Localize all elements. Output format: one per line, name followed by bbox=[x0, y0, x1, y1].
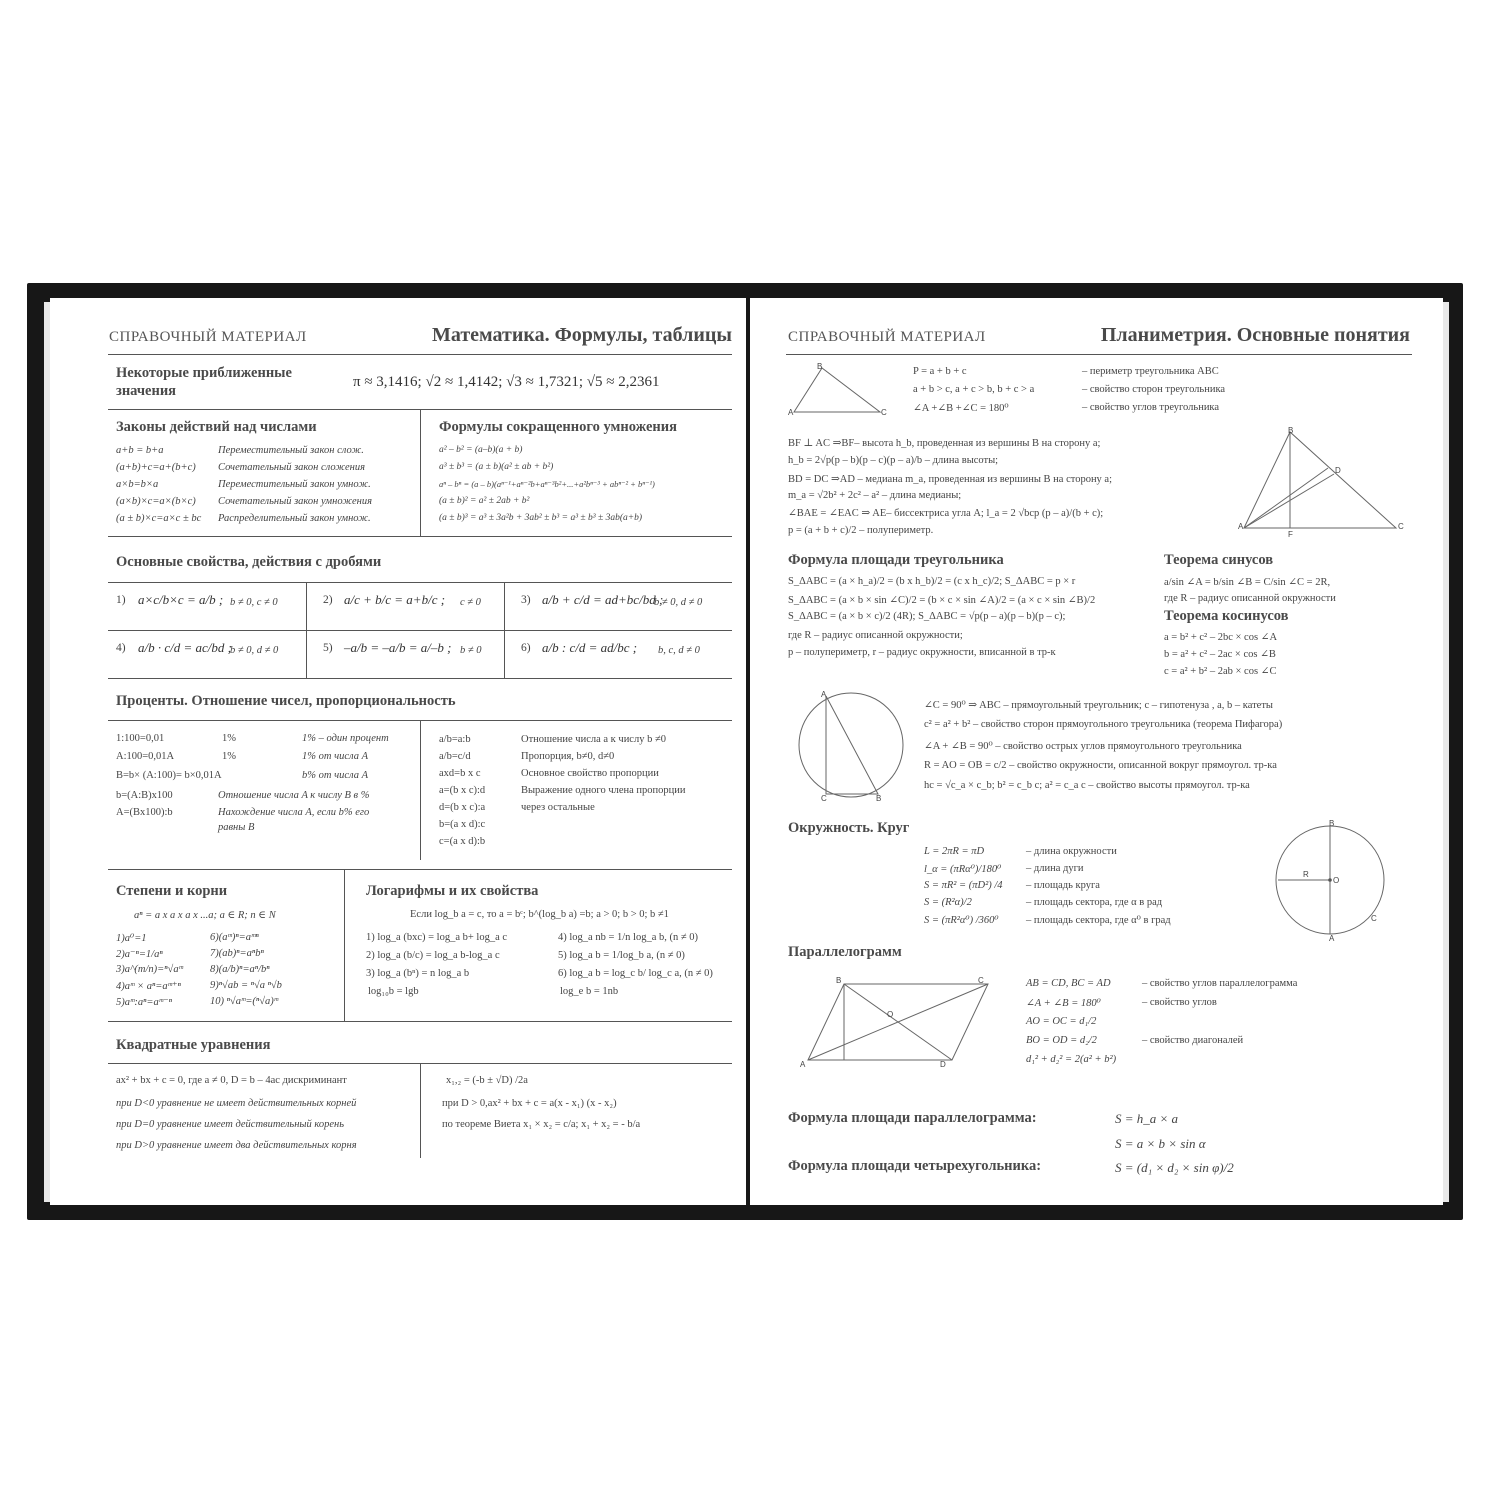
power-rule: 10) ⁿ√aᵐ=(ⁿ√a)ᵐ bbox=[210, 996, 279, 1007]
right-page bbox=[750, 298, 1443, 1205]
law-desc: Переместительный закон умнож. bbox=[218, 479, 371, 490]
pct-b: 1% bbox=[222, 751, 236, 762]
sines-heading: Теорема синусов bbox=[1164, 552, 1274, 568]
sm-formula: a³ ± b³ = (a ± b)(a² ± ab + b²) bbox=[439, 462, 554, 472]
vertex-b-label: B bbox=[817, 362, 823, 371]
tri-line: m_a = √2b² + 2c² – a² – длина медианы; bbox=[788, 490, 962, 501]
para-desc: – свойство углов параллелограмма bbox=[1142, 978, 1298, 989]
circle-desc: – площадь сектора, где α в рад bbox=[1026, 897, 1163, 908]
para-formula: AB = CD, BC = AD bbox=[1026, 978, 1111, 989]
fractions-heading: Основные свойства, действия с дробями bbox=[116, 554, 382, 570]
circle-desc: – длина дуги bbox=[1026, 863, 1084, 874]
pct-c: Отношение числа A к числу B в % bbox=[218, 790, 370, 801]
vertex-a-label: A bbox=[821, 690, 827, 699]
center-o-label: O bbox=[1333, 876, 1340, 885]
pct-a: A=(Bx100):b bbox=[116, 807, 173, 818]
tri-desc: – свойство углов треугольника bbox=[1082, 402, 1220, 413]
tri-line: p = (a + b + c)/2 – полупериметр. bbox=[788, 525, 934, 536]
circle-formula: L = 2πR = πD bbox=[924, 846, 985, 857]
right-tri-line: R = AO = OB = c/2 – свойство окружности, описанной вокруг прямоугол. тр-ка bbox=[924, 760, 1277, 771]
sm-formula: (a ± b)² = a² ± 2ab + b² bbox=[439, 496, 530, 506]
left-running-head: СПРАВОЧНЫЙ МАТЕРИАЛ bbox=[109, 329, 307, 345]
para-formula: BO = OD = d₂/2 bbox=[1026, 1035, 1097, 1046]
frac-num: 1) bbox=[116, 594, 126, 606]
area-tri-line: S_ΔABC = (a × b × sin ∠C)/2 = (b × c × sin ∠A)/2 = (a × c × sin ∠B)/2 bbox=[788, 595, 1096, 606]
power-rule: 6)(aᵐ)ⁿ=aᵐⁿ bbox=[210, 932, 259, 943]
frac-cond: b ≠ 0 bbox=[460, 645, 482, 656]
vertex-c-label: C bbox=[881, 408, 887, 417]
pct-b: 1% bbox=[222, 733, 236, 744]
frac-cond: b, c, d ≠ 0 bbox=[658, 645, 700, 656]
frac-num: 5) bbox=[323, 642, 333, 654]
prop-formula: a/b=a:b bbox=[439, 734, 471, 745]
rule bbox=[108, 1021, 732, 1022]
sm-formula: (a ± b)³ = a³ ± 3a²b + 3ab² ± b³ = a³ ± b³ ± 3ab(a+b) bbox=[439, 513, 643, 523]
sm-formula: a² – b² = (a–b)(a + b) bbox=[439, 445, 523, 455]
rule bbox=[108, 630, 732, 631]
frac-formula: a/b : c/d = ad/bc ; bbox=[542, 640, 638, 655]
frac-num: 4) bbox=[116, 642, 126, 654]
power-rule: 2)a⁻ⁿ=1/aⁿ bbox=[116, 949, 163, 960]
vertex-a-label: A bbox=[788, 408, 794, 417]
para-formula: AO = OC = d₁/2 bbox=[1026, 1016, 1097, 1027]
area-quad-label: Формула площади четырехугольника: bbox=[788, 1158, 1042, 1174]
quad-heading: Квадратные уравнения bbox=[116, 1037, 271, 1053]
para-desc: – свойство диагоналей bbox=[1142, 1035, 1244, 1046]
inscribed-right-triangle-diagram bbox=[796, 690, 906, 800]
right-tri-line: ∠A + ∠B = 90⁰ – свойство острых углов прямоугольного треугольника bbox=[924, 741, 1242, 752]
log-rule: 1) log_a (bxc) = log_a b+ log_a c bbox=[366, 932, 508, 943]
triangle-heights-diagram bbox=[1238, 428, 1418, 538]
tri-line: h_b = 2√p(p – b)(p – c)(p – a)/b – длина высоты; bbox=[788, 455, 999, 466]
cosines-line: c = a² + b² – 2ab × cos ∠C bbox=[1164, 666, 1277, 677]
circle-formula: S = (R²α)/2 bbox=[924, 897, 972, 908]
right-running-head: СПРАВОЧНЫЙ МАТЕРИАЛ bbox=[788, 329, 986, 345]
para-formula: ∠A + ∠B = 180⁰ bbox=[1026, 998, 1101, 1009]
pct-c: b% от числа A bbox=[302, 770, 368, 781]
area-tri-line: S_ΔABC = (a × b × c)/2 (4R); S_ΔABC = √p(p – a)(p – b)(p – c); bbox=[788, 611, 1066, 622]
divider bbox=[344, 869, 345, 1021]
vertex-c-label: C bbox=[1398, 522, 1404, 531]
area-para-label: Формула площади параллелограмма: bbox=[788, 1110, 1037, 1126]
logs-heading: Логарифмы и их свойства bbox=[366, 883, 539, 899]
frac-formula: a/c + b/c = a+b/c ; bbox=[344, 592, 446, 607]
vertex-a-label: A bbox=[1329, 934, 1335, 943]
frac-num: 6) bbox=[521, 642, 531, 654]
pct-c: Нахождение числа A, если b% его bbox=[218, 807, 370, 818]
area-tri-line: S_ΔABC = (a × h_a)/2 = (b x h_b)/2 = (c x h_c)/2; S_ΔABC = p × r bbox=[788, 576, 1076, 587]
rule bbox=[108, 582, 732, 583]
prop-formula: a/b=c/d bbox=[439, 751, 471, 762]
area-tri-line: p – полупериметр, r – радиус окружности, вписанной в тр-к bbox=[788, 647, 1056, 658]
vertex-c-label: C bbox=[978, 976, 984, 985]
tri-formula: a + b > c, a + c > b, b + c > a bbox=[913, 384, 1035, 395]
area-para-formula: S = a × b × sin α bbox=[1115, 1136, 1206, 1151]
area-tri-line: где R – радиус описанной окружности; bbox=[788, 630, 963, 641]
tri-formula: ∠A +∠B +∠C = 180⁰ bbox=[913, 403, 1009, 414]
prop-desc: через остальные bbox=[521, 802, 595, 813]
center-o-label: O bbox=[887, 1010, 894, 1019]
para-formula: d₁² + d₂² = 2(a² + b²) bbox=[1026, 1054, 1117, 1065]
law-formula: a+b = b+a bbox=[116, 445, 164, 456]
law-formula: (a×b)×c=a×(b×c) bbox=[116, 496, 196, 507]
sines-line: где R – радиус описанной окружности bbox=[1164, 593, 1336, 604]
rule bbox=[108, 869, 732, 870]
power-rule: 8)(a/b)ⁿ=aⁿ/bⁿ bbox=[210, 964, 270, 975]
cosines-heading: Теорема косинусов bbox=[1164, 608, 1289, 624]
log-rule: 4) log_a nb = 1/n log_a b, (n ≠ 0) bbox=[558, 932, 698, 943]
page-edge bbox=[1443, 302, 1449, 1202]
frac-cond: b ≠ 0, d ≠ 0 bbox=[230, 645, 279, 656]
divider bbox=[420, 720, 421, 860]
law-formula: (a ± b)×c=a×c ± bc bbox=[116, 513, 202, 524]
vertex-b-label: B bbox=[1329, 819, 1335, 828]
right-tri-line: hc = √c_a × c_b; b² = c_b c; a² = c_a c – свойство высоты прямоугол. тр-ка bbox=[924, 780, 1250, 791]
log-rule: 2) log_a (b/c) = log_a b-log_a c bbox=[366, 950, 500, 961]
tri-line: ∠BAE = ∠EAC ⇒ AE– биссектриса угла A; l_a = 2 √bcp (p – a)/(b + c); bbox=[788, 508, 1104, 519]
frac-cond: c ≠ 0 bbox=[460, 597, 481, 608]
power-rule: 3)a^(m/n)=ⁿ√aᵐ bbox=[116, 964, 183, 975]
cosines-line: b = a² + c² – 2ac × cos ∠B bbox=[1164, 649, 1276, 660]
prop-formula: a=(b x c):d bbox=[439, 785, 486, 796]
circle-formula: S = (πR²α⁰) /360⁰ bbox=[924, 915, 999, 926]
right-tri-line: c² = a² + b² – свойство сторон прямоугольного треугольника (теорема Пифагора) bbox=[924, 719, 1283, 730]
radius-label: R bbox=[1303, 870, 1309, 879]
title-rule bbox=[108, 354, 732, 355]
quad-line: при D>0 уравнение имеет два действительных корня bbox=[116, 1140, 357, 1151]
pct-c: 1% – один процент bbox=[302, 733, 389, 744]
log-rule: 3) log_a (bⁿ) = n log_a b bbox=[366, 968, 470, 979]
laws-heading: Законы действий над числами bbox=[116, 419, 317, 435]
sines-line: a/sin ∠A = b/sin ∠B = C/sin ∠C = 2R, bbox=[1164, 577, 1331, 588]
frac-formula: a/b · c/d = ac/bd ; bbox=[138, 640, 232, 655]
quad-line: x₁,₂ = (-b ± √D) /2a bbox=[446, 1075, 528, 1086]
circle-desc: – площадь круга bbox=[1026, 880, 1100, 891]
title-rule bbox=[786, 354, 1412, 355]
log-rule: log₁₀b = lgb bbox=[368, 986, 419, 997]
vertex-b-label: B bbox=[1288, 426, 1294, 435]
frac-formula: a×c/b×c = a/b ; bbox=[138, 592, 224, 607]
prop-desc: Пропорция, b≠0, d≠0 bbox=[521, 751, 615, 762]
approx-values: π ≈ 3,1416; √2 ≈ 1,4142; √3 ≈ 1,7321; √5 ≈ 2,2361 bbox=[353, 374, 660, 390]
tri-desc: – периметр треугольника ABC bbox=[1082, 366, 1219, 377]
area-para-formula: S = h_a × a bbox=[1115, 1111, 1179, 1126]
tri-desc: – свойство сторон треугольника bbox=[1082, 384, 1226, 395]
para-heading: Параллелограмм bbox=[788, 944, 902, 960]
pct-c: равны B bbox=[218, 822, 255, 833]
power-rule: 5)aᵐ:aⁿ=aᵐ⁻ⁿ bbox=[116, 997, 172, 1008]
frac-formula: a/b + c/d = ad+bc/bd ; bbox=[542, 592, 664, 607]
tri-line: BD = DC ⇒AD – медиана m_a, проведенная из вершины B на сторону a; bbox=[788, 474, 1113, 485]
vertex-b-label: B bbox=[836, 976, 842, 985]
power-rule: 1)a⁰=1 bbox=[116, 933, 147, 944]
parallelogram-diagram bbox=[798, 976, 998, 1066]
quad-line: при D=0 уравнение имеет действительный корень bbox=[116, 1119, 345, 1130]
sm-formula: aⁿ – bⁿ = (a – b)(aⁿ⁻¹+aⁿ⁻²b+aⁿ⁻³b²+...+a²bⁿ⁻³ + abⁿ⁻² + bⁿ⁻¹) bbox=[439, 479, 655, 489]
circle-desc: – длина окружности bbox=[1026, 846, 1117, 857]
quad-line: по теореме Виета x₁ × x₂ = c/a; x₁ + x₂ = - b/a bbox=[442, 1119, 641, 1130]
prop-formula: c=(a x d):b bbox=[439, 836, 486, 847]
log-rule: 5) log_a b = 1/log_b a, (n ≠ 0) bbox=[558, 950, 685, 961]
cosines-line: a = b² + c² – 2bc × cos ∠A bbox=[1164, 632, 1278, 643]
power-rule: 7)(ab)ⁿ=aⁿbⁿ bbox=[210, 948, 264, 959]
vertex-f-label: F bbox=[1288, 530, 1293, 539]
quad-line: при D > 0,ax² + bx + c = a(x - x₁) (x - x₂) bbox=[442, 1098, 617, 1109]
tri-line: BF ⊥ AC ⇒BF– высота h_b, проведенная из вершины B на сторону a; bbox=[788, 438, 1101, 449]
vertex-d-label: D bbox=[1335, 466, 1341, 475]
law-formula: (a+b)+c=a+(b+c) bbox=[116, 462, 196, 473]
quad-line: ax² + bx + c = 0, где a ≠ 0, D = b – 4ac дискриминант bbox=[116, 1075, 347, 1086]
circle-desc: – площадь сектора, где α⁰ в град bbox=[1026, 915, 1171, 926]
prop-formula: b=(a x d):c bbox=[439, 819, 486, 830]
prop-desc: Основное свойство пропорции bbox=[521, 768, 659, 779]
left-page bbox=[50, 298, 746, 1205]
divider bbox=[420, 1063, 421, 1158]
prop-desc: Отношение числа a к числу b ≠0 bbox=[521, 734, 666, 745]
left-page-title: Математика. Формулы, таблицы bbox=[431, 324, 732, 346]
right-page-title: Планиметрия. Основные понятия bbox=[1100, 324, 1410, 346]
pct-a: 1:100=0,01 bbox=[116, 733, 165, 744]
percent-heading: Проценты. Отношение чисел, пропорциональность bbox=[116, 693, 456, 709]
law-desc: Распределительный закон умнож. bbox=[218, 513, 371, 524]
divider bbox=[420, 410, 421, 536]
area-tri-heading: Формула площади треугольника bbox=[788, 552, 1004, 568]
vertex-c-label: C bbox=[1371, 914, 1377, 923]
frac-cond: b ≠ 0, c ≠ 0 bbox=[230, 597, 278, 608]
frac-num: 2) bbox=[323, 594, 333, 606]
log-rule: log_e b = 1nb bbox=[560, 986, 619, 997]
rule bbox=[108, 536, 732, 537]
frac-num: 3) bbox=[521, 594, 531, 606]
tri-formula: P = a + b + c bbox=[913, 366, 967, 377]
approx-label-2: значения bbox=[116, 383, 177, 399]
power-rule: 4)aᵐ × aⁿ=aᵐ⁺ⁿ bbox=[116, 981, 181, 992]
frac-formula: –a/b = –a/b = a/–b ; bbox=[344, 640, 452, 655]
pct-c: 1% от числа A bbox=[302, 751, 368, 762]
circle-formula: S = πR² = (πD²) /4 bbox=[924, 880, 1003, 891]
frac-cond: b ≠ 0, d ≠ 0 bbox=[654, 597, 703, 608]
area-quad-formula: S = (d₁ × d₂ × sin φ)/2 bbox=[1115, 1160, 1234, 1175]
prop-desc: Выражение одного члена пропорции bbox=[521, 785, 686, 796]
right-tri-line: ∠C = 90⁰ ⇒ ABC – прямоугольный треугольник; c – гипотенуза , a, b – катеты bbox=[924, 700, 1273, 711]
law-formula: a×b=b×a bbox=[116, 479, 159, 490]
vertex-a-label: A bbox=[800, 1060, 806, 1069]
vertex-b-label: B bbox=[876, 794, 882, 803]
circle-heading: Окружность. Круг bbox=[788, 820, 910, 836]
law-desc: Сочетательный закон сложения bbox=[218, 462, 366, 473]
logs-def: Если log_b a = c, то a = bᶜ; b^(log_b a) =b; a > 0; b > 0; b ≠1 bbox=[410, 909, 669, 920]
law-desc: Переместительный закон слож. bbox=[218, 445, 364, 456]
pct-a: B=b× (A:100)= b×0,01A bbox=[116, 770, 222, 781]
prop-formula: d=(b x c):a bbox=[439, 802, 486, 813]
vertex-c-label: C bbox=[821, 794, 827, 803]
circle-formula: l_α = (πRα⁰)/180⁰ bbox=[924, 864, 1002, 875]
pct-a: b=(A:B)x100 bbox=[116, 790, 173, 801]
rule bbox=[108, 678, 732, 679]
short-mult-heading: Формулы сокращенного умножения bbox=[439, 419, 677, 435]
pct-a: A:100=0,01A bbox=[116, 751, 175, 762]
page-edge bbox=[44, 302, 50, 1202]
power-rule: 9)ⁿ√ab = ⁿ√a ⁿ√b bbox=[210, 980, 282, 991]
quad-line: при D<0 уравнение не имеет действительных корней bbox=[116, 1098, 357, 1109]
prop-formula: axd=b x c bbox=[439, 768, 481, 779]
log-rule: 6) log_a b = log_c b/ log_c a, (n ≠ 0) bbox=[558, 968, 713, 979]
powers-heading: Степени и корни bbox=[116, 883, 228, 899]
vertex-d-label: D bbox=[940, 1060, 946, 1069]
law-desc: Сочетательный закон умножения bbox=[218, 496, 372, 507]
vertex-a-label: A bbox=[1238, 522, 1244, 531]
powers-def: aⁿ = a x a x a x ...a; a ∈ R; n ∈ N bbox=[134, 910, 276, 921]
circle-diagram bbox=[1272, 822, 1392, 942]
approx-label-1: Некоторые приближенные bbox=[116, 365, 292, 381]
para-desc: – свойство углов bbox=[1142, 997, 1217, 1008]
